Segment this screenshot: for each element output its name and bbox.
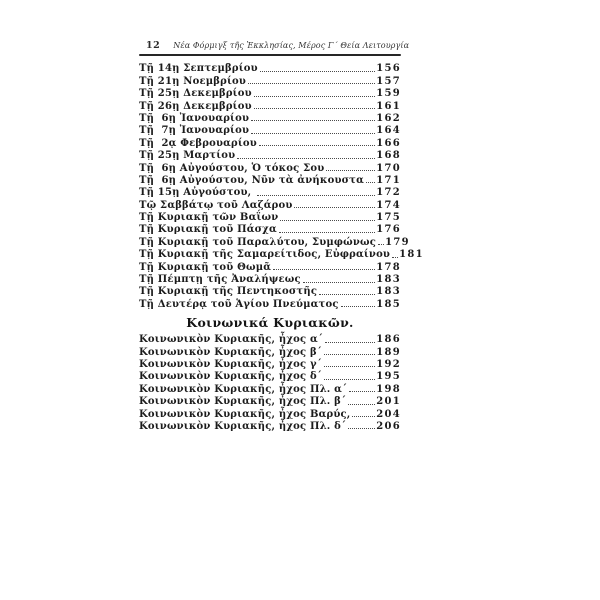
toc-entry-page-number: 189: [376, 346, 401, 358]
toc-entry-label: Τῇ Κυριακῇ τῶν Βαΐων: [139, 212, 279, 224]
toc-entry-label: Κοινωνικὸν Κυριακῆς, ἦχος α´: [139, 334, 324, 346]
dot-leader: [280, 220, 375, 221]
toc-entry-page-number: 185: [376, 298, 401, 310]
toc-entry-row: [139, 62, 401, 74]
toc-entry-label: Τῇ 15ῃ Αὐγούστου,: [139, 187, 256, 199]
toc-entry-page-number: 168: [376, 150, 401, 162]
communion-toc-list: [139, 333, 401, 432]
toc-entry-page-number: 157: [376, 75, 401, 87]
toc-entry-label: Τῇ 25ῃ Μαρτίου: [139, 150, 236, 162]
toc-entry-label: Τῇ 14ῃ Σεπτεμβρίου: [139, 63, 258, 75]
toc-entry-page-number: 175: [376, 212, 401, 224]
toc-entry-page-number: 179: [385, 236, 410, 248]
toc-entry-label: Κοινωνικὸν Κυριακῆς, ἦχος Βαρύς,: [139, 408, 351, 420]
toc-entry-row: [139, 420, 401, 432]
page-content: [139, 40, 424, 432]
toc-entry-row: [139, 198, 401, 210]
toc-entry-page-number: 201: [376, 396, 401, 408]
toc-entry-page-number: 166: [376, 137, 401, 149]
toc-entry-label: Τῇ 7ῃ Ἰανουαρίου: [139, 125, 250, 137]
toc-entry-page-number: 178: [376, 261, 401, 273]
toc-entry-row: [139, 285, 401, 297]
toc-entry-row: [139, 124, 401, 136]
dot-leader: [251, 133, 375, 134]
toc-entry-label: Τῇ 2ᾳ Φεβρουαρίου: [139, 137, 257, 149]
toc-entry-row: [139, 235, 410, 248]
toc-entry-label: Τῇ 21ῃ Νοεμβρίου: [139, 75, 247, 87]
toc-entry-row: [139, 382, 401, 394]
toc-entry-label: Τῇ Πέμπτῃ τῆς Ἀναλήψεως: [139, 274, 301, 286]
dot-leader: [248, 83, 375, 84]
dot-leader: [348, 428, 375, 429]
toc-entry-row: [139, 273, 401, 285]
toc-entry-label: Τῇ 26ῃ Δεκεμβρίου: [139, 100, 252, 112]
toc-entry-row: [139, 345, 401, 357]
dot-leader: [325, 342, 375, 343]
toc-entry-page-number: 195: [376, 371, 401, 383]
toc-entry-row: [139, 136, 401, 148]
toc-entry-label: Τῇ 6ῃ Αὐγούστου, Ὁ τόκος Σου: [139, 162, 325, 174]
toc-entry-row: [139, 149, 401, 161]
toc-entry-label: Τῇ Κυριακῇ τοῦ Πάσχα: [139, 224, 277, 236]
dot-leader: [324, 379, 375, 380]
toc-entry-page-number: 170: [376, 162, 401, 174]
toc-entry-row: [139, 211, 401, 223]
toc-entry-label: Τῇ Κυριακῇ τοῦ Θωμᾶ: [139, 261, 272, 273]
running-title: Νέα Φόρμιγξ τῆς Ἐκκλησίας, Μέρος Γ´ Θεία Λειτουργία: [173, 41, 410, 50]
toc-entry-page-number: 186: [376, 334, 401, 346]
dot-leader: [348, 404, 375, 405]
toc-entry-page-number: 171: [376, 174, 401, 186]
toc-entry-row: [139, 186, 401, 198]
dot-leader: [303, 282, 375, 283]
dot-leader: [279, 232, 375, 233]
toc-entry-label: Τῇ Κυριακῇ τῆς Πεντηκοστῆς: [139, 286, 318, 298]
dot-leader: [260, 71, 375, 72]
toc-entry-row: [139, 99, 401, 111]
feast-toc-list: [139, 62, 424, 310]
toc-entry-label: Τῇ Κυριακῇ τῆς Σαμαρείτιδος, Εὐφραίνου: [139, 249, 391, 261]
header-rule: [139, 54, 401, 56]
toc-entry-row: [139, 161, 401, 173]
page-header: [139, 40, 410, 54]
dot-leader: [294, 207, 375, 208]
section-heading: Κοινωνικά Κυριακῶν.: [186, 314, 354, 330]
toc-entry-page-number: 183: [376, 274, 401, 286]
dot-leader: [341, 306, 376, 307]
page-number: 12: [146, 40, 161, 51]
toc-entry-page-number: 206: [376, 420, 401, 432]
toc-entry-page-number: 174: [376, 199, 401, 211]
toc-entry-label: Τῷ Σαββάτῳ τοῦ Λαζάρου: [139, 199, 293, 211]
dot-leader: [326, 170, 375, 171]
toc-entry-page-number: 159: [376, 88, 401, 100]
toc-entry-page-number: 161: [376, 100, 401, 112]
toc-entry-label: Κοινωνικὸν Κυριακῆς, ἦχος β´: [139, 346, 322, 358]
toc-entry-row: [139, 223, 401, 235]
dot-leader: [324, 366, 375, 367]
toc-entry-page-number: 183: [376, 286, 401, 298]
toc-entry-page-number: 162: [376, 112, 401, 124]
dot-leader: [392, 257, 398, 258]
toc-entry-row: [139, 87, 401, 99]
toc-entry-label: Τῇ Κυριακῇ τοῦ Παραλύτου, Συμφώνως: [139, 236, 377, 248]
dot-leader: [259, 145, 375, 146]
toc-entry-page-number: 176: [376, 224, 401, 236]
toc-entry-row: [139, 395, 401, 407]
toc-entry-row: [139, 297, 401, 309]
toc-entry-label: Τῇ 6ῃ Ἰανουαρίου: [139, 112, 250, 124]
toc-entry-label: Τῇ 6ῃ Αὐγούστου, Νῦν τὰ ἀνήκουστα: [139, 174, 364, 186]
toc-entry-row: [139, 260, 401, 272]
dot-leader: [257, 195, 375, 196]
toc-entry-row: [139, 407, 401, 419]
toc-entry-row: [139, 74, 401, 86]
toc-entry-label: Κοινωνικὸν Κυριακῆς, ἦχος Πλ. β´: [139, 396, 347, 408]
toc-entry-page-number: 181: [399, 249, 424, 261]
dot-leader: [319, 294, 375, 295]
toc-entry-page-number: 204: [376, 408, 401, 420]
toc-entry-label: Τῇ Δευτέρᾳ τοῦ Ἁγίου Πνεύματος: [139, 298, 339, 310]
toc-entry-page-number: 192: [376, 358, 401, 370]
dot-leader: [237, 158, 375, 159]
toc-entry-label: Κοινωνικὸν Κυριακῆς, ἦχος Πλ. δ´: [139, 420, 347, 432]
dot-leader: [254, 108, 375, 109]
toc-entry-page-number: 172: [376, 187, 401, 199]
toc-entry-page-number: 198: [376, 383, 401, 395]
toc-entry-label: Κοινωνικὸν Κυριακῆς, ἦχος Πλ. α´: [139, 383, 348, 395]
toc-entry-row: [139, 112, 401, 124]
toc-entry-label: Κοινωνικὸν Κυριακῆς, ἦχος γ´: [139, 358, 322, 370]
toc-entry-row: [139, 358, 401, 370]
toc-entry-page-number: 156: [376, 63, 401, 75]
dot-leader: [352, 416, 375, 417]
toc-entry-label: Κοινωνικὸν Κυριακῆς, ἦχος δ´: [139, 371, 323, 383]
toc-entry-row: [139, 333, 401, 345]
dot-leader: [251, 120, 375, 121]
toc-entry-row: [139, 174, 401, 186]
toc-entry-label: Τῇ 25ῃ Δεκεμβρίου: [139, 88, 252, 100]
toc-entry-row: [139, 248, 424, 261]
dot-leader: [349, 391, 375, 392]
dot-leader: [254, 96, 375, 97]
toc-entry-page-number: 164: [376, 125, 401, 137]
dot-leader: [366, 182, 375, 183]
dot-leader: [273, 269, 375, 270]
dot-leader: [378, 244, 384, 245]
toc-entry-row: [139, 370, 401, 382]
dot-leader: [324, 354, 375, 355]
